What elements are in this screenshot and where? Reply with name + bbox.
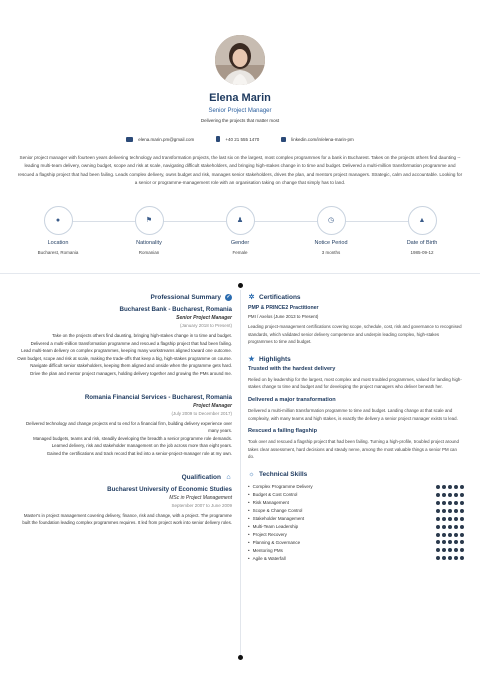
rating-dot — [460, 517, 464, 521]
rating-dot — [442, 509, 446, 513]
profile-summary: Senior project manager with fourteen years delivering technology and transformation projects, the last six on the largest, most complex programmes for a bank in Bucharest. Takes on the projects others find daunting -- leading multi-team delivery, owning budget, scope and risk at scale, navigating difficult stakeholders, and bringing high-stakes change in to time and budget. Delivered a multi-million transformation programme and rescued a flagship project that had been failing. Leads complex delivery, owns budget and risk, manages senior stakeholders, drives the plan, and mentors project managers. Strategic, calm and accountable. Looking for a senior or programme-management role with an organisation taking on change that simply has to land. — [17, 155, 463, 186]
job-2: Romania Financial Services - Bucharest, Romania Project Manager (July 2009 to December 2017) Delivered technology and change projects end to end for a financial firm, building delivery experience over many years. Managed budgets, teams and risk, steadily developing the breadth a senior programme role demands. Learned delivery, risk and stakeholder management on the job across more than eight years. Gained the certifications and track record that led into a senior-project-manager role at my own. — [16, 394, 232, 458]
checkmark-badge-icon: ✓ — [226, 294, 231, 300]
fact-date-of-birth: ▲ Date of Birth 1985-09-12 — [386, 206, 458, 255]
certification-name: PMP & PRINCE2 Practitioner — [248, 305, 319, 311]
job-1: Bucharest Bank - Bucharest, Romania Senior Project Manager (January 2018 to Present) Take on the projects others find daunting, bringing high-stakes change in to time and budget. Delivered a multi-million transformation programme and rescued a flagship project that had been failing. Lead multi-team delivery on complex programmes, keeping many workstreams aligned toward one outcome. Own budget, scope and risk at scale, making the trade-offs that keep a big, high-stakes programme on course. Navigate difficult senior stakeholders, keeping them aligned and onside when the programme gets hard. Drive the plan and mentor project managers, holding delivery together and growing the PMs around me. — [17, 306, 232, 376]
rating-dot — [454, 533, 458, 537]
gear-icon: ✲ — [248, 294, 255, 301]
rating-dot — [442, 540, 446, 544]
rating-dot — [454, 493, 458, 497]
skill-row — [248, 546, 464, 554]
profile-title: Senior Project Manager — [208, 108, 272, 114]
certification-issuer: PMI / Axelos (June 2013 to Present) — [248, 314, 319, 319]
fact-notice-period: ◷ Notice Period 3 months — [295, 206, 367, 255]
rating-dot — [460, 509, 464, 513]
contact-bar — [0, 136, 480, 142]
job-bullet: Own budget, scope and risk at scale, making the trade-offs that keep a big, high-stakes programme on course. — [17, 355, 232, 361]
rating-dot — [448, 525, 452, 529]
fact-nationality: ⚑ Nationality Romanian — [113, 206, 185, 255]
personal-facts — [22, 206, 458, 255]
certification-text: Leading project-management certifications covering scope, schedule, cost, risk and governance to recognised standards, which validated senior delivery competence and underpin leading complex, high-stakes programmes to time and budget. — [248, 324, 462, 345]
profile-name: Elena Marin — [209, 92, 271, 104]
email-icon — [126, 137, 133, 142]
skill-name: • Risk Management — [248, 500, 289, 505]
certifications-heading: ✲ Certifications — [248, 294, 301, 301]
skill-row — [248, 483, 464, 491]
job-bullet: Drive the plan and mentor project managers, holding delivery together and growing the PMs around me. — [30, 370, 232, 376]
contact-phone[interactable] — [216, 136, 259, 142]
flag-icon: ⚑ — [145, 217, 153, 224]
rating-dot — [436, 493, 440, 497]
rating-dot — [436, 525, 440, 529]
rating-dot — [442, 525, 446, 529]
job-bullet: Learned delivery, risk and stakeholder management on the job across more than eight years. — [51, 443, 232, 449]
skill-rating — [436, 533, 464, 537]
rating-dot — [448, 485, 452, 489]
star-icon: ★ — [248, 355, 255, 363]
highlights-heading: ★ Highlights — [248, 355, 291, 363]
contact-email[interactable] — [126, 136, 194, 142]
job-bullet: Delivered a multi-million transformation programme and rescued a flagship project that had been failing. — [30, 340, 232, 346]
rating-dot — [454, 548, 458, 552]
skill-name: • Planning & Governance — [248, 540, 300, 545]
job-bullet: Gained the certifications and track record that led into a senior-project-manager role at my own. — [46, 450, 232, 456]
rating-dot — [448, 533, 452, 537]
skill-name: • Project Recovery — [248, 532, 287, 537]
skill-name: • Multi-Team Leadership — [248, 524, 298, 529]
rating-dot — [460, 485, 464, 489]
skill-rating — [436, 493, 464, 497]
skill-row — [248, 491, 464, 499]
fact-gender: ♟ Gender Female — [204, 206, 276, 255]
rating-dot — [448, 556, 452, 560]
rating-dot — [436, 485, 440, 489]
skill-rating — [436, 540, 464, 544]
skill-rating — [436, 485, 464, 489]
rating-dot — [448, 548, 452, 552]
rating-dot — [454, 485, 458, 489]
clock-icon: ◷ — [327, 217, 335, 224]
skill-rating — [436, 501, 464, 505]
qualification-entry: Bucharest University of Economic Studies MSc in Project Management September 2007 to June 2009 Master's in project management covering delivery, finance, risk and change, with a project. The programme built the foundation leading complex programmes requires. It led from project work into senior delivery roles. — [22, 485, 232, 526]
rating-dot — [448, 509, 452, 513]
skill-name: • Complex Programme Delivery — [248, 484, 313, 489]
rating-dot — [442, 485, 446, 489]
fact-location: ● Location Bucharest, Romania — [22, 206, 94, 255]
contact-linkedin-text: linkedin.com/in/elena-marin-pm — [291, 136, 354, 142]
left-column — [16, 294, 232, 527]
rating-dot — [436, 501, 440, 505]
rating-dot — [442, 556, 446, 560]
skill-row — [248, 507, 464, 515]
job-bullet: Take on the projects others find daunting, bringing high-stakes change in to time and budget. — [52, 333, 232, 338]
skill-name: • Mentoring PMs — [248, 548, 283, 553]
rating-dot — [454, 556, 458, 560]
highlight-2: Delivered a major transformation Delivered a multi-million transformation programme to time and budget. Landing change at that scale and complexity, with many teams and high stakes, is exactly the delivery a senior project manager exists to lead. — [248, 396, 458, 421]
person-icon: ♟ — [236, 217, 244, 224]
lightbulb-icon: ☼ — [248, 470, 255, 478]
skills-heading: ☼ Technical Skills — [248, 470, 308, 478]
timeline-line — [240, 290, 241, 658]
skill-row — [248, 554, 464, 562]
skill-rating — [436, 548, 464, 552]
rating-dot — [454, 540, 458, 544]
contact-email-text: elena.marin.pm@gmail.com — [138, 136, 195, 142]
skill-rating — [436, 556, 464, 560]
contact-phone-text: +40 21 555 1470 — [225, 136, 260, 142]
rating-dot — [454, 525, 458, 529]
skill-row — [248, 531, 464, 539]
rating-dot — [436, 548, 440, 552]
skill-rating — [436, 517, 464, 521]
timeline-dot-top — [238, 283, 243, 288]
skill-row — [248, 523, 464, 531]
skill-rating — [436, 509, 464, 513]
job-bullet: Navigate difficult senior stakeholders, keeping them aligned and onside when the programme gets hard. — [30, 363, 232, 369]
profile-tagline: Delivering the projects that matter most — [200, 118, 280, 123]
rating-dot — [436, 540, 440, 544]
rating-dot — [460, 556, 464, 560]
skill-name: • Scope & Change Control — [248, 508, 302, 513]
rating-dot — [454, 509, 458, 513]
timeline-dot-bottom — [238, 655, 243, 660]
rating-dot — [460, 533, 464, 537]
skill-row — [248, 515, 464, 523]
rating-dot — [442, 517, 446, 521]
skills-list — [248, 483, 464, 562]
rating-dot — [442, 548, 446, 552]
linkedin-icon — [281, 137, 286, 142]
job-bullet: Lead multi-team delivery on complex programmes, keeping many workstreams aligned toward one outcome. — [21, 348, 232, 354]
rating-dot — [460, 501, 464, 505]
job-bullet: Managed budgets, teams and risk, steadily developing the breadth a senior programme role demands. — [33, 435, 232, 441]
rating-dot — [448, 517, 452, 521]
skill-name: • Agile & Waterfall — [248, 556, 286, 561]
phone-icon — [216, 136, 220, 142]
qualification-heading: Qualification ⌂ — [181, 473, 231, 481]
skill-name: • Stakeholder Management — [248, 516, 304, 521]
rating-dot — [448, 540, 452, 544]
profile-photo — [215, 35, 265, 85]
rating-dot — [448, 501, 452, 505]
rating-dot — [442, 533, 446, 537]
rating-dot — [460, 525, 464, 529]
skill-name: • Budget & Cost Control — [248, 492, 297, 497]
rating-dot — [442, 493, 446, 497]
rating-dot — [460, 540, 464, 544]
section-divider — [0, 273, 480, 274]
rating-dot — [460, 493, 464, 497]
rating-dot — [436, 517, 440, 521]
skill-row — [248, 499, 464, 507]
highlight-3: Rescued a failing flagship Took over and rescued a flagship project that had been failing. Turning a high-profile, troubled project around takes clear assessment, hard decisions and steady nerve, among the most valuable things a senior PM can do. — [248, 428, 459, 460]
rating-dot — [436, 556, 440, 560]
cake-icon: ▲ — [418, 217, 426, 224]
job-bullet: Delivered technology and change projects end to end for a financial firm, building delivery experience over many years. — [26, 420, 232, 434]
skill-rating — [436, 525, 464, 529]
experience-heading: Professional Summary ✓ — [150, 294, 231, 301]
contact-linkedin[interactable] — [281, 136, 354, 142]
skill-row — [248, 539, 464, 547]
location-icon: ● — [55, 217, 61, 224]
highlight-1: Trusted with the hardest delivery Relied on by leadership for the largest, most complex and most troubled programmes, valued for landing high-stakes change to time and budget and for developing the project managers who deliver beneath her. — [248, 365, 462, 390]
rating-dot — [436, 509, 440, 513]
graduation-cap-icon: ⌂ — [226, 473, 231, 481]
rating-dot — [460, 548, 464, 552]
rating-dot — [436, 533, 440, 537]
rating-dot — [442, 501, 446, 505]
rating-dot — [454, 517, 458, 521]
rating-dot — [454, 501, 458, 505]
right-column — [248, 294, 464, 562]
rating-dot — [448, 493, 452, 497]
